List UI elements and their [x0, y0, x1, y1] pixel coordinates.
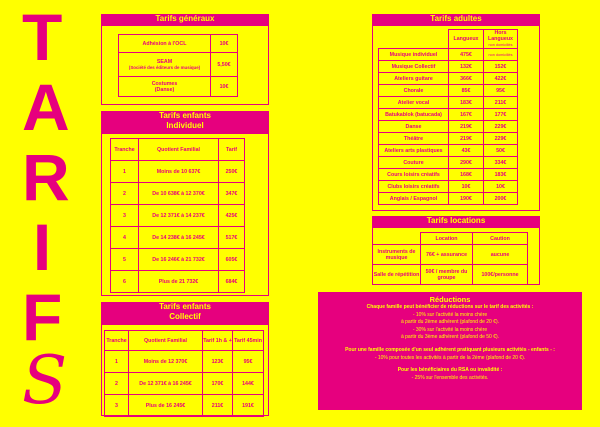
collectif-cell: 1: [105, 351, 129, 373]
adultes-cell: Batukablok (batucada): [379, 109, 449, 121]
adultes-cell: 50€: [484, 145, 518, 157]
collectif-cell: 170€: [203, 373, 233, 395]
individuel-cell: Moins de 10 637€: [139, 161, 219, 183]
individuel-cell: 250€: [219, 161, 245, 183]
adultes-cell: 219€: [449, 133, 484, 145]
adultes-cell: 211€: [484, 97, 518, 109]
locations-cell: aucune: [473, 245, 528, 265]
collectif-title-line: Tarifs enfants: [159, 302, 211, 311]
adultes-cell: 183€: [484, 169, 518, 181]
adultes-cell: 334€: [484, 157, 518, 169]
locations-cell: 50€ / membre du groupe: [421, 265, 473, 285]
collectif-header: Tarif 1h & +: [203, 331, 233, 351]
generaux-price: 5,50€: [211, 53, 238, 77]
locations-header: Location: [421, 233, 473, 245]
collectif-cell: Plus de 16 245€: [129, 395, 203, 417]
adultes-cell: Cours loisirs créatifs: [379, 169, 449, 181]
collectif-header: Tarif 45min: [233, 331, 264, 351]
individuel-cell: 605€: [219, 249, 245, 271]
individuel-cell: De 12 371€ à 14 237€: [139, 205, 219, 227]
title-letter: F: [22, 280, 63, 354]
locations-cell: 76€ + assurance: [421, 245, 473, 265]
individuel-cell: Plus de 21 732€: [139, 271, 219, 293]
reductions-line: - 10% pour toutes les activités à partir de la 2ème (plafond de 20 €).: [374, 354, 526, 361]
reductions-line: Pour les bénéficiaires du RSA ou invalidité :: [397, 367, 503, 374]
adultes-cell: Chorale: [379, 85, 449, 97]
adultes-header: Langueux: [449, 30, 484, 49]
individuel-title-line: Tarifs enfants: [159, 111, 211, 120]
adultes-cell: Danse: [379, 121, 449, 133]
individuel-cell: 3: [111, 205, 139, 227]
adultes-cell: Couture: [379, 157, 449, 169]
generaux-label-main: SEAM: [156, 58, 173, 65]
generaux-title: Tarifs généraux: [101, 14, 269, 25]
collectif-table: [104, 330, 264, 417]
generaux-label-main: Costumes: [151, 80, 178, 87]
reductions-panel: [318, 292, 582, 410]
reductions-line: Chaque famille peut bénéficier de réductions sur le tarif des activités :: [366, 304, 534, 310]
reductions-line: - 30% sur l'activité la moins chère: [412, 326, 488, 333]
collectif-cell: 211€: [203, 395, 233, 417]
adultes-cell: Ateliers guitare: [379, 73, 449, 85]
individuel-cell: De 16 246€ à 21 732€: [139, 249, 219, 271]
individuel-cell: 347€: [219, 183, 245, 205]
individuel-title-line: Individuel: [166, 121, 204, 130]
locations-cell: Salle de répétition: [373, 265, 421, 285]
adultes-cell: Clubs loisirs créatifs: [379, 181, 449, 193]
reductions-line: à partir du 2ème adhérent (plafond de 20 €).: [400, 319, 500, 326]
adultes-cell: 422€: [484, 73, 518, 85]
collectif-cell: 144€: [233, 373, 264, 395]
individuel-cell: 517€: [219, 227, 245, 249]
adultes-cell: Anglais / Espagnol: [379, 193, 449, 205]
individuel-table: [110, 138, 245, 293]
adultes-cell: 152€: [484, 61, 518, 73]
reductions-line: Pour une famille composée d'un seul adhérent pratiquant plusieurs activités - enfants - :: [345, 346, 555, 353]
reductions-line: - 25% sur l'ensemble des activités.: [411, 374, 489, 381]
generaux-label: Adhésion à l'OCL: [119, 35, 211, 53]
collectif-title-line: Collectif: [169, 312, 201, 321]
adultes-cell: 475€: [449, 49, 484, 61]
adultes-cell: 132€: [449, 61, 484, 73]
adultes-cell: 10€: [449, 181, 484, 193]
collectif-cell: 191€: [233, 395, 264, 417]
adultes-cell: 43€: [449, 145, 484, 157]
collectif-cell: De 12 371€ à 16 245€: [129, 373, 203, 395]
adultes-cell: 168€: [449, 169, 484, 181]
individuel-title: [101, 111, 269, 133]
adultes-table: [378, 29, 518, 205]
individuel-header: Tarif: [219, 139, 245, 161]
adultes-header: [379, 30, 449, 49]
individuel-cell: 4: [111, 227, 139, 249]
adultes-cell: 229€: [484, 133, 518, 145]
reductions-line: à partir du 3ème adhérent (plafond de 50 €).: [400, 334, 500, 341]
adultes-cell: 177€: [484, 109, 518, 121]
individuel-cell: De 10 638€ à 12 370€: [139, 183, 219, 205]
locations-cell: Instruments de musique: [373, 245, 421, 265]
adultes-header: [484, 30, 518, 49]
adultes-cell: 95€: [484, 85, 518, 97]
title-letter: S: [22, 342, 68, 419]
generaux-label-sub: (Danse): [154, 86, 175, 93]
locations-title: Tarifs locations: [372, 216, 540, 227]
adultes-cell: Musique Collectif: [379, 61, 449, 73]
title-letter: I: [32, 210, 52, 284]
adultes-cell: 366€: [449, 73, 484, 85]
locations-header: [373, 233, 421, 245]
adultes-cell: 190€: [449, 193, 484, 205]
adultes-cell: 85€: [449, 85, 484, 97]
individuel-cell: De 14 238€ à 16 245€: [139, 227, 219, 249]
adultes-cell: 10€: [484, 181, 518, 193]
generaux-price: 10€: [211, 35, 238, 53]
generaux-table: [118, 34, 238, 97]
individuel-cell: 1: [111, 161, 139, 183]
collectif-cell: 123€: [203, 351, 233, 373]
title-letter: T: [22, 0, 63, 74]
adultes-header-sub: non domiciliés: [488, 43, 513, 47]
locations-cell: 100€/personne: [473, 265, 528, 285]
adultes-cell: 183€: [449, 97, 484, 109]
adultes-cell: Théâtre: [379, 133, 449, 145]
adultes-cell: 200€: [484, 193, 518, 205]
adultes-cell: Atelier vocal: [379, 97, 449, 109]
generaux-label: [119, 53, 211, 77]
adultes-title: Tarifs adultes: [372, 14, 540, 25]
individuel-cell: 5: [111, 249, 139, 271]
title-letter: R: [22, 140, 70, 214]
individuel-header: Tranche: [111, 139, 139, 161]
locations-table: [372, 232, 528, 285]
collectif-cell: 3: [105, 395, 129, 417]
adultes-header-line: Hors Langueux: [487, 30, 513, 42]
collectif-cell: 95€: [233, 351, 264, 373]
individuel-cell: 425€: [219, 205, 245, 227]
individuel-cell: 2: [111, 183, 139, 205]
adultes-cell: 229€: [484, 121, 518, 133]
collectif-cell: Moins de 12 370€: [129, 351, 203, 373]
adultes-cell: 167€: [449, 109, 484, 121]
reductions-title: Réductions: [429, 295, 471, 304]
individuel-cell: 684€: [219, 271, 245, 293]
reductions-line: - 10% sur l'activité la moins chère: [412, 311, 488, 318]
collectif-cell: 2: [105, 373, 129, 395]
adultes-cell: non domiciliés: [484, 49, 518, 61]
generaux-price: 10€: [211, 77, 238, 97]
adultes-cell: 290€: [449, 157, 484, 169]
adultes-cell: Musique individuel: [379, 49, 449, 61]
collectif-title: [101, 302, 269, 324]
generaux-label-sub: (Société des éditeurs de musique): [128, 64, 201, 70]
locations-header: Caution: [473, 233, 528, 245]
individuel-header: Quotient Familial: [139, 139, 219, 161]
individuel-cell: 6: [111, 271, 139, 293]
adultes-cell: Ateliers arts plastiques: [379, 145, 449, 157]
generaux-label: [119, 77, 211, 97]
adultes-cell: 219€: [449, 121, 484, 133]
title-letter: A: [22, 70, 70, 144]
collectif-header: Tranche: [105, 331, 129, 351]
collectif-header: Quotient Familial: [129, 331, 203, 351]
